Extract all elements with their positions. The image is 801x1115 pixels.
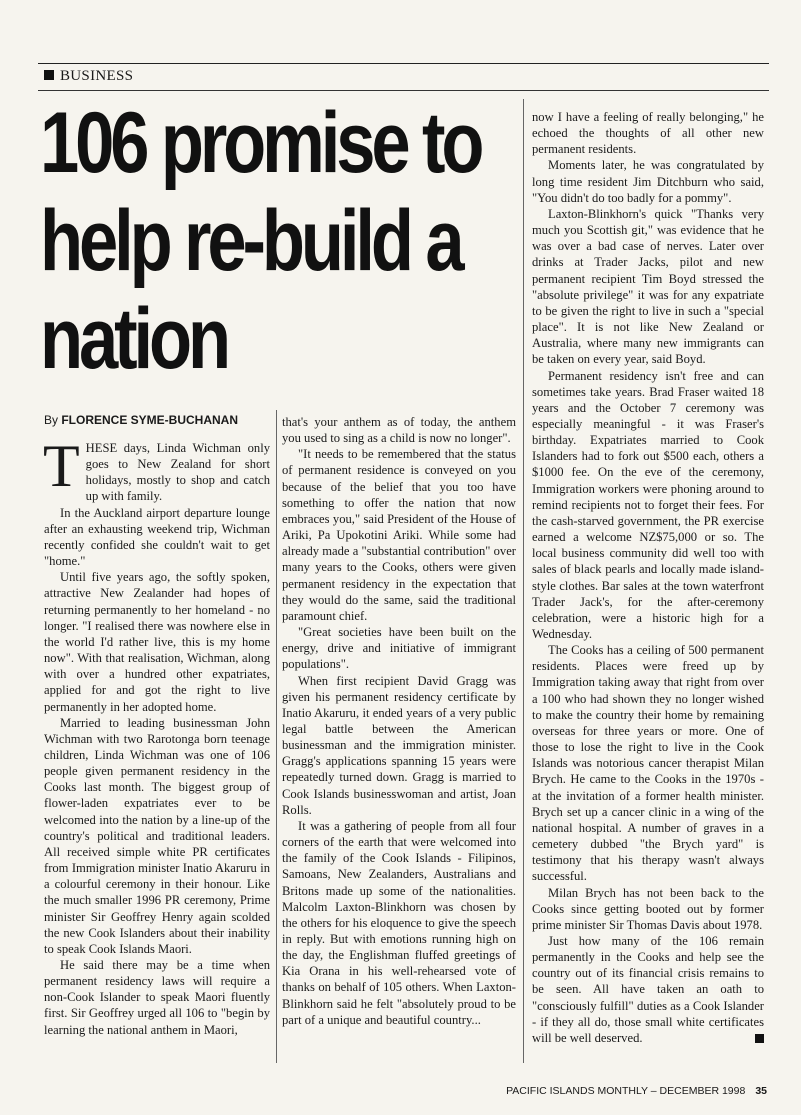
byline xyxy=(44,413,238,427)
headline-line-3: nation xyxy=(40,291,227,387)
column-divider-1 xyxy=(276,410,277,1063)
page-footer xyxy=(506,1085,767,1097)
section-label: BUSINESS xyxy=(60,68,134,84)
paragraph: Married to leading businessman John Wichman with two Rarotonga born teenage children, Linda Wichman was one of 106 people given permanent residency in the Cooks last month. The biggest group of flower-laden expatriates ever to be welcomed into the nation by a line-up of the country's political and traditional leaders. All received simple white PR certificates from Immigration minister Inatio Akaruru in a colourful ceremony in their honour. Like the much smaller 1996 PR ceremony, Prime minister Sir Geoffrey Henry again scolded the new Cook Islanders about their inability to speak Cook Islands Maori. xyxy=(44,715,270,956)
top-rule xyxy=(38,63,769,64)
paragraph: that's your anthem as of today, the anthem you used to sing as a child is now no longer". xyxy=(282,415,516,446)
paragraph: Laxton-Blinkhorn's quick "Thanks very much you Scottish git," was evidence that he was over a bad case of nerves. Later over drinks at Trader Jacks, pilot and new permanent recipient Tim Boyd stressed the "absolute privilege" it was for any expatriate to be given the right to live in such a "special place". It is not like New Zealand or Australia, where many new immigrants can be taken on every year, said Boyd. xyxy=(532,206,764,367)
paragraph: "Great societies have been built on the energy, drive and initiative of immigrant populations". xyxy=(282,625,516,672)
byline-author: FLORENCE SYME-BUCHANAN xyxy=(61,413,239,427)
section-rule xyxy=(38,90,769,91)
paragraph xyxy=(532,933,764,1046)
paragraph-text: HESE days, Linda Wichman only goes to New Zealand for short holidays, mostly to shop and catch up with family. xyxy=(85,441,270,504)
paragraph: now I have a feeling of really belonging," he echoed the thoughts of all other new permanent residents. xyxy=(532,110,764,157)
drop-cap: T xyxy=(43,433,80,499)
column-divider-2 xyxy=(523,99,524,1063)
paragraph: When first recipient David Gragg was given his permanent residency certificate by Inatio Akaruru, it ended years of a very public legal battle between the American businessman and the immigration minister. Gragg's applications spanning 15 years were repeatedly turned down. Gragg is married to Cook Islands businesswoman and artist, Joan Rolls. xyxy=(282,673,516,817)
paragraph: In the Auckland airport departure lounge after an exhausting weekend trip, Wichman recently confided she couldn't wait to get "home." xyxy=(44,505,270,569)
article-column-1 xyxy=(43,433,270,1038)
headline-line-2: help re-build a xyxy=(40,193,461,289)
paragraph: Until five years ago, the softly spoken, attractive New Zealander had hopes of returning permanently to her homeland - no longer. "I realised there was nowhere else in the world I'd rather live, this is my home now". With that realisation, Wichman, along with over a hundred other expatriates, applied for and got the right to live permanently in her adopted home. xyxy=(44,570,270,714)
paragraph: Permanent residency isn't free and can sometimes take years. Brad Fraser waited 18 years and the October 7 ceremony was especially meaningful - it was Fraser's birthday. Expatriates married to Cook Islanders had to fork out $500 each, others a $1000 fee. On the eve of the ceremony, Immigration workers were phoning around to remind recipients not to forget their fees. For the cash-starved government, the PR exercise earned a welcome NZ$75,000 or so. The local business community did well too with sales of black pearls and locally made island-style clothes. Bar sales at the town waterfront Trader Jack's, for the after-ceremony celebration, were a historic high for a Wednesday. xyxy=(532,368,764,641)
paragraph: It was a gathering of people from all four corners of the earth that were welcomed into the family of the Cook Islands - Filipinos, Samoans, New Zealanders, Australians and Britons made up some of the nationalities. Malcolm Laxton-Blinkhorn was chosen by the others for his eloquence to give the speech in reply. But with emotions running high on the day, the Englishman fluffed greetings of Kia Orana in his well-rehearsed vote of thanks on behalf of 105 others. When Laxton-Blinkhorn said he felt "absolutely proud to be part of a unique and beautiful country... xyxy=(282,818,516,1027)
headline-line-1: 106 promise to xyxy=(40,95,481,191)
paragraph: The Cooks has a ceiling of 500 permanent residents. Places were freed up by Immigration taking away that right from over a 100 who had shown they no longer wished to make the country their home by remaining overseas for three years or more. One of those to lose the right to live in the Cook Islands was notorious cancer therapist Milan Brych. He came to the Cooks in the 1970s - at the invitation of a former health minister. Brych set up a cancer clinic in a wing of the national hospital. A number of graves in a cemetery dubbed "the Brych yard" is testimony that his therapy wasn't always successful. xyxy=(532,643,764,884)
end-mark-icon xyxy=(755,1034,764,1043)
paragraph: He said there may be a time when permanent residency laws will require a non-Cook Islander to speak Maori fluently first. Sir Geoffrey urged all 106 to "begin by learning the national anthem in Maori, xyxy=(44,958,270,1037)
byline-prefix: By xyxy=(44,413,62,427)
section-header xyxy=(44,68,133,85)
square-bullet-icon xyxy=(44,70,54,80)
paragraph xyxy=(43,433,270,505)
headline xyxy=(40,94,512,388)
paragraph: Moments later, he was congratulated by long time resident Jim Ditchburn who said, "You didn't do too badly for a pommy". xyxy=(532,158,764,205)
article-column-3 xyxy=(532,109,764,1046)
article-column-2 xyxy=(282,414,516,1028)
page-number: 35 xyxy=(755,1085,767,1097)
paragraph-text: Just how many of the 106 remain permanently in the Cooks and help see the country out of its financial crisis remains to be seen. All have taken an oath to "consciously fulfill" duties as a Cook Islander - if they all do, those small white certificates will be well deserved. xyxy=(532,933,764,1045)
paragraph: Milan Brych has not been back to the Cooks since getting booted out by former prime minister Sir Thomas Davis about 1978. xyxy=(532,885,764,932)
paragraph: "It needs to be remembered that the status of permanent residence is conveyed on you because of the belief that you too have something to offer the nation that now embraces you," said President of the House of Ariki, Pa Upokotini Ariki. While some had already made a "substantial contribution" over many years to the Cooks, others were given permanent residency in the expectation that they would do the same, said the traditional paramount chief. xyxy=(282,447,516,623)
footer-publication: PACIFIC ISLANDS MONTHLY – DECEMBER 1998 xyxy=(506,1085,746,1097)
